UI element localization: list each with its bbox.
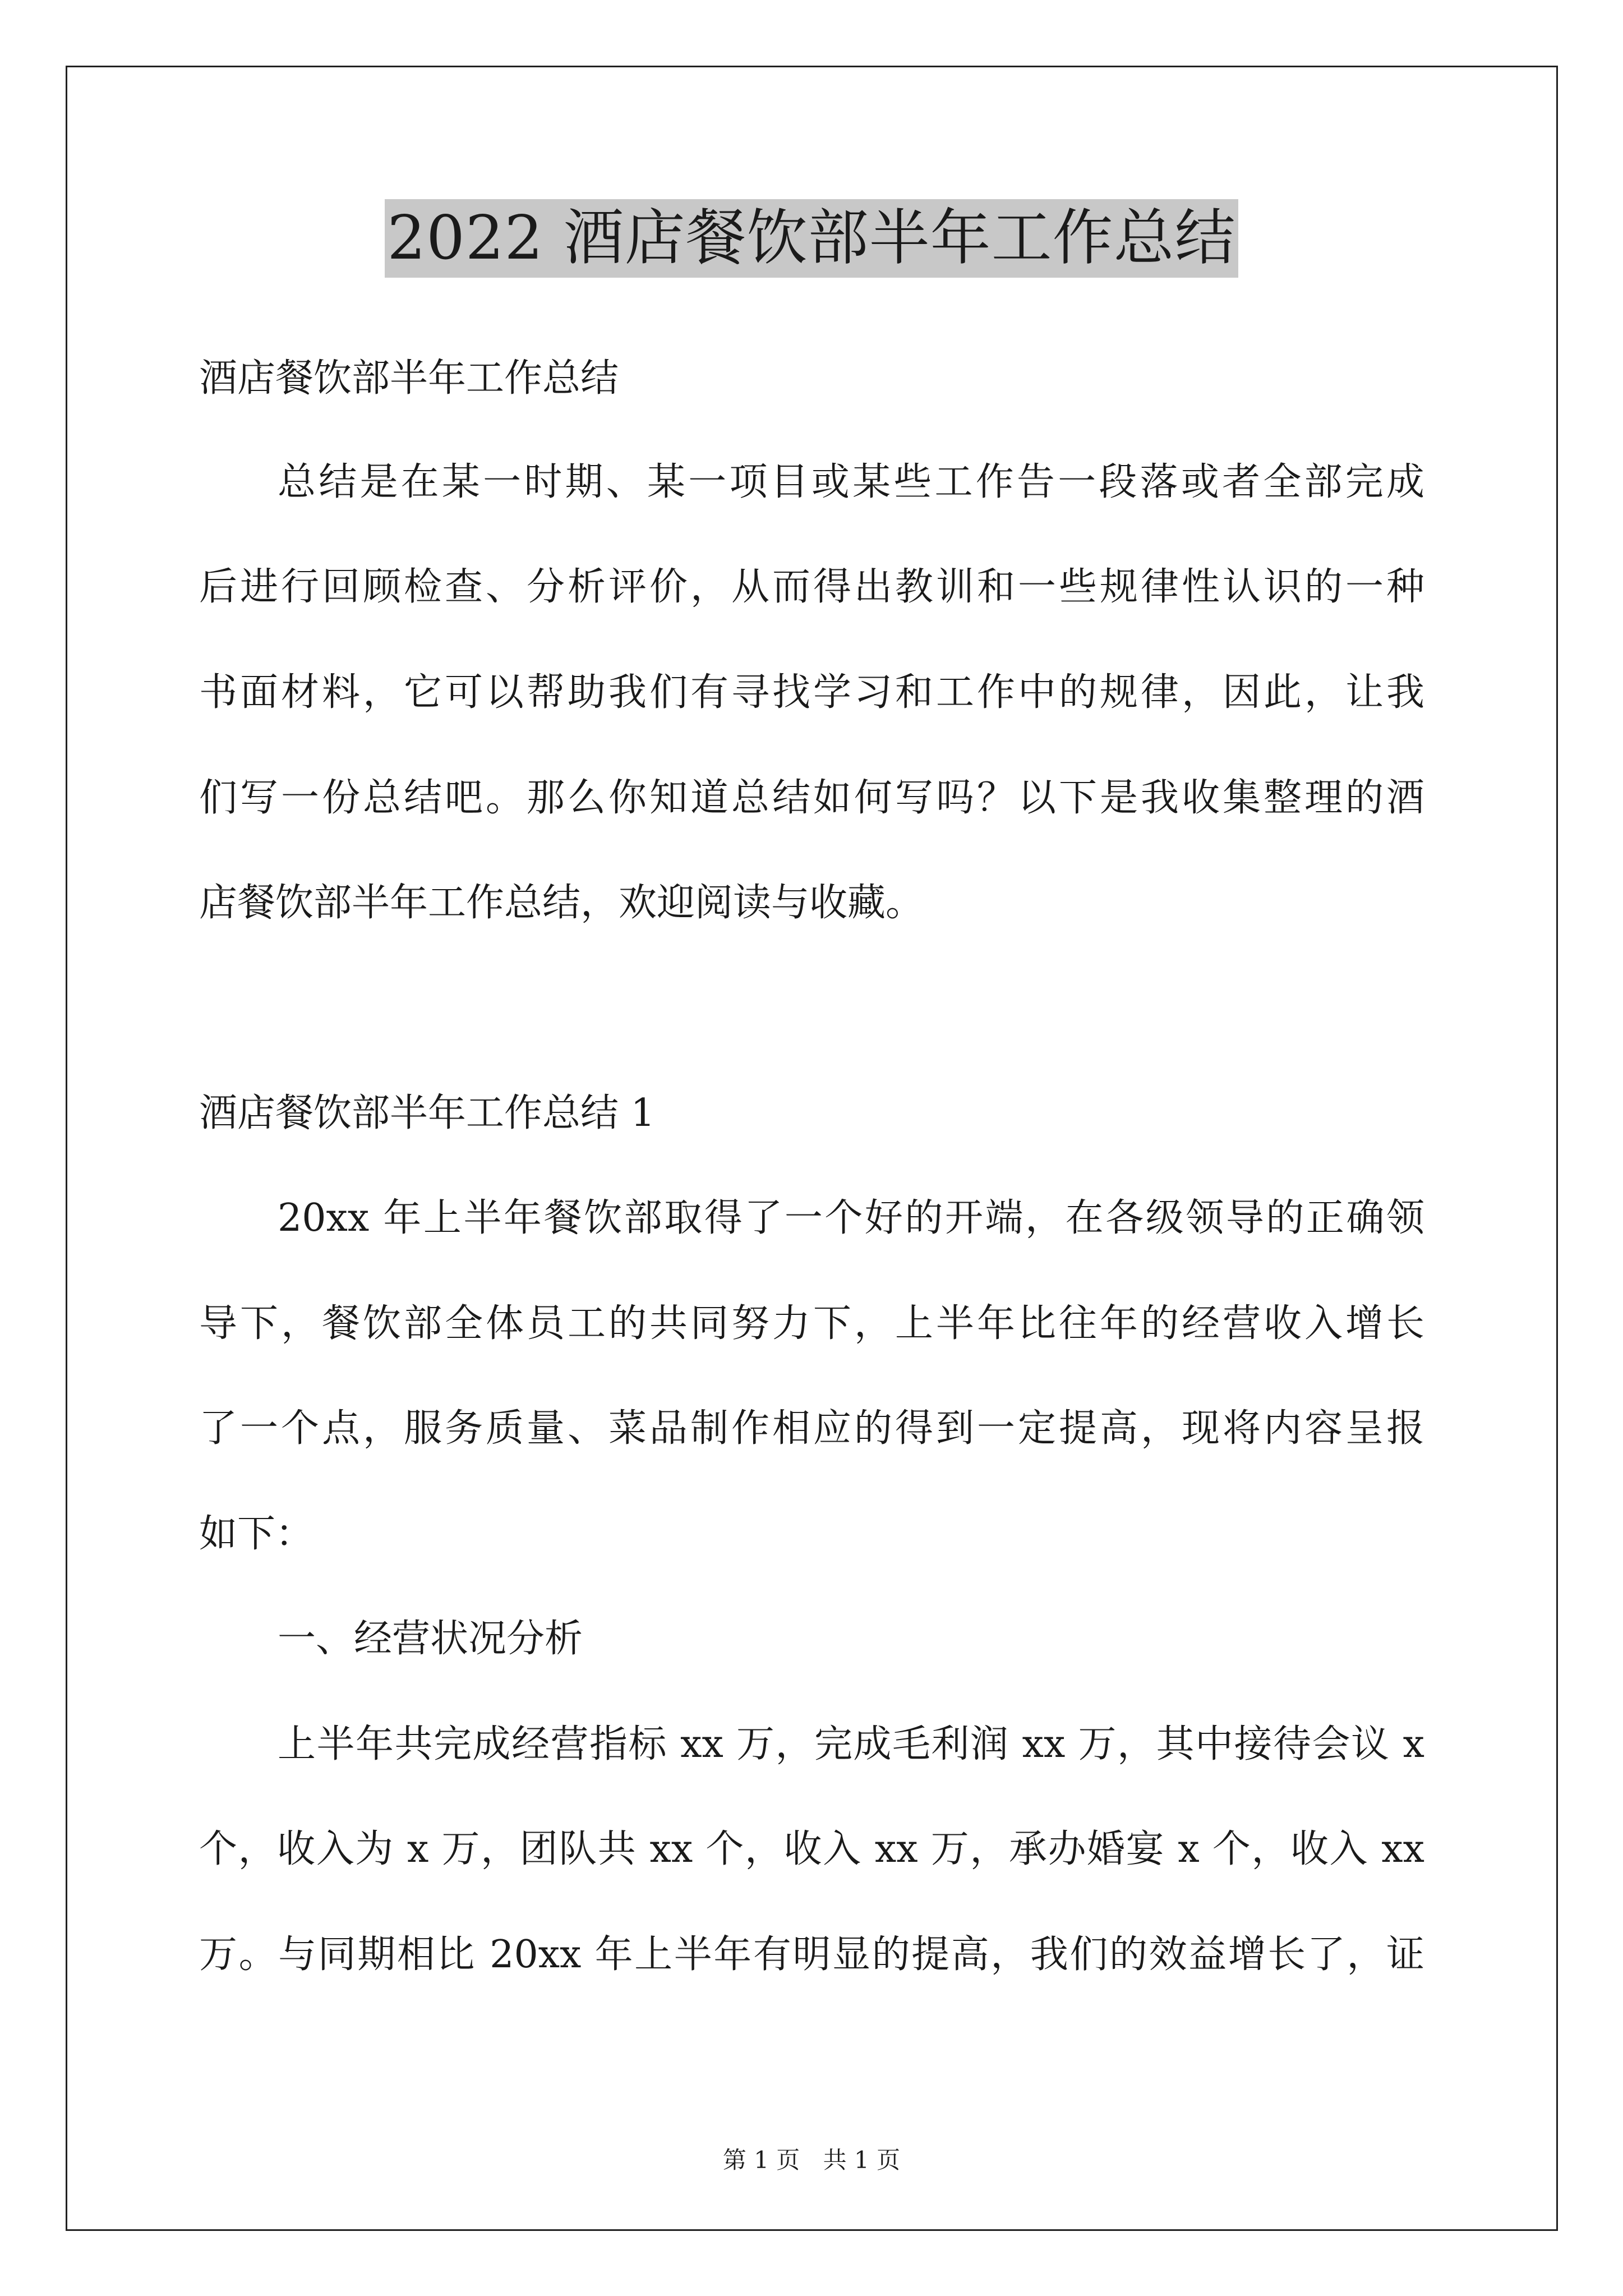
- intro-line: 后进行回顾检查、分析评价，从而得出教训和一些规律性认识的一种: [199, 565, 1424, 609]
- analysis-line: 个，收入为 x 万，团队共 xx 个，收入 xx 万，承办婚宴 x 个，收入 xx: [199, 1827, 1424, 1871]
- section-line: 如下：: [199, 1512, 314, 1556]
- page-footer: [0, 2145, 1623, 2176]
- title-container: [0, 199, 1623, 278]
- analysis-line: 万。与同期相比 20xx 年上半年有明显的提高，我们的效益增长了，证: [199, 1932, 1424, 1977]
- page-total: 共 1 页: [823, 2146, 901, 2174]
- section-heading: 酒店餐饮部半年工作总结 1: [199, 1091, 655, 1135]
- section-line: 20xx 年上半年餐饮部取得了一个好的开端，在各级领导的正确领: [278, 1196, 1424, 1240]
- intro-line: 们写一份总结吧。那么你知道总结如何写吗？以下是我收集整理的酒: [199, 776, 1424, 820]
- document-title: 2022 酒店餐饮部半年工作总结: [385, 199, 1238, 278]
- intro-line: 书面材料，它可以帮助我们有寻找学习和工作中的规律，因此，让我: [199, 670, 1424, 715]
- analysis-line: 上半年共完成经营指标 xx 万，完成毛利润 xx 万，其中接待会议 x: [278, 1722, 1424, 1766]
- section-line: 了一个点，服务质量、菜品制作相应的得到一定提高，现将内容呈报: [199, 1406, 1424, 1451]
- section-line: 导下，餐饮部全体员工的共同努力下，上半年比往年的经营收入增长: [199, 1301, 1424, 1346]
- subheading: 一、经营状况分析: [278, 1617, 583, 1661]
- page-number: 第 1 页: [722, 2146, 800, 2174]
- intro-line: 总结是在某一时期、某一项目或某些工作告一段落或者全部完成: [278, 460, 1424, 504]
- document-subtitle: 酒店餐饮部半年工作总结: [199, 356, 619, 401]
- intro-line: 店餐饮部半年工作总结，欢迎阅读与收藏。: [199, 881, 924, 925]
